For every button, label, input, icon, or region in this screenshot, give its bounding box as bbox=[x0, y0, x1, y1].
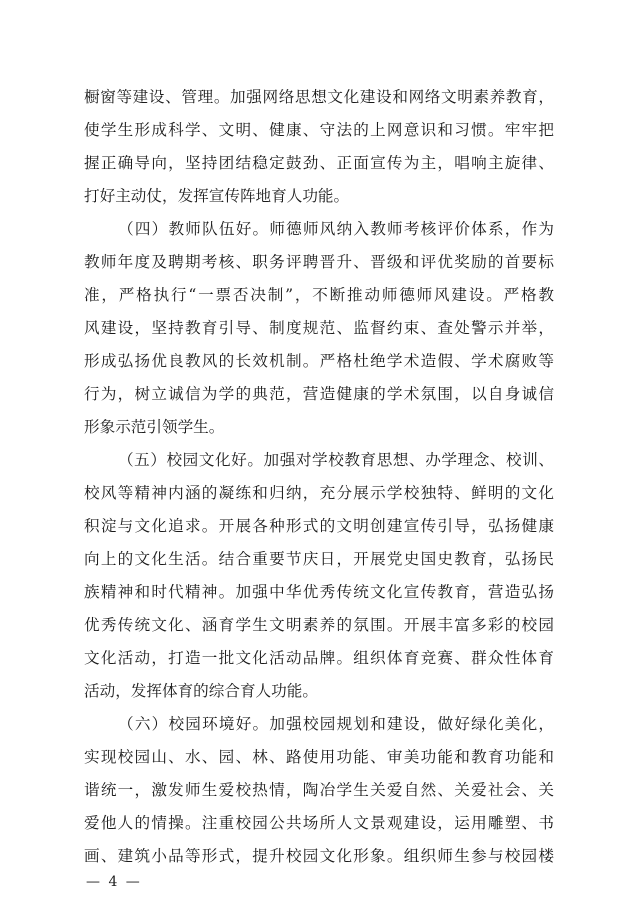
text-line: 谐统一，激发师生爱校热情，陶冶学生关爱自然、关爱社会、关 bbox=[84, 781, 554, 799]
page-number: — 4 — bbox=[86, 874, 142, 890]
text-line: 优秀传统文化、涵育学生文明素养的氛围。开展丰富多彩的校园 bbox=[84, 616, 554, 634]
text-line: 向上的文化生活。结合重要节庆日，开展党史国史教育，弘扬民 bbox=[84, 550, 554, 568]
section-heading-line: （五）校园文化好。加强对学校教育思想、办学理念、校训、 bbox=[118, 451, 554, 469]
text-line: 风建设，坚持教育引导、制度规范、监督约束、查处警示并举， bbox=[84, 319, 554, 337]
text-line: 活动，发挥体育的综合育人功能。 bbox=[84, 682, 318, 700]
text-line: 爱他人的情操。注重校园公共场所人文景观建设，运用雕塑、书 bbox=[84, 814, 554, 832]
section-heading-line: （六）校园环境好。加强校园规划和建设，做好绿化美化， bbox=[118, 715, 554, 733]
text-line: 校风等精神内涵的凝练和归纳，充分展示学校独特、鲜明的文化 bbox=[84, 484, 554, 502]
text-line: 橱窗等建设、管理。加强网络思想文化建设和网络文明素养教育， bbox=[84, 88, 554, 106]
text-line: 使学生形成科学、文明、健康、守法的上网意识和习惯。牢牢把 bbox=[84, 121, 554, 139]
section-heading-line: （四）教师队伍好。师德师风纳入教师考核评价体系，作为 bbox=[118, 220, 554, 238]
text-line: 行为，树立诚信为学的典范，营造健康的学术氛围，以自身诚信 bbox=[84, 385, 554, 403]
text-line: 实现校园山、水、园、林、路使用功能、审美功能和教育功能和 bbox=[84, 748, 554, 766]
text-line: 形象示范引领学生。 bbox=[84, 418, 225, 436]
text-line: 积淀与文化追求。开展各种形式的文明创建宣传引导，弘扬健康 bbox=[84, 517, 554, 535]
text-line: 打好主动仗，发挥宣传阵地育人功能。 bbox=[84, 187, 350, 205]
text-line: 形成弘扬优良教风的长效机制。严格杜绝学术造假、学术腐败等 bbox=[84, 352, 554, 370]
text-line: 族精神和时代精神。加强中华优秀传统文化宣传教育，营造弘扬 bbox=[84, 583, 554, 601]
text-line: 教师年度及聘期考核、职务评聘晋升、晋级和评优奖励的首要标 bbox=[84, 253, 554, 271]
text-line: 画、建筑小品等形式，提升校园文化形象。组织师生参与校园楼 bbox=[84, 847, 554, 865]
text-line: 文化活动，打造一批文化活动品牌。组织体育竞赛、群众性体育 bbox=[84, 649, 554, 667]
text-line: 握正确导向，坚持团结稳定鼓劲、正面宣传为主，唱响主旋律、 bbox=[84, 154, 554, 172]
text-line: 准，严格执行“一票否决制”，不断推动师德师风建设。严格教 bbox=[84, 286, 554, 304]
